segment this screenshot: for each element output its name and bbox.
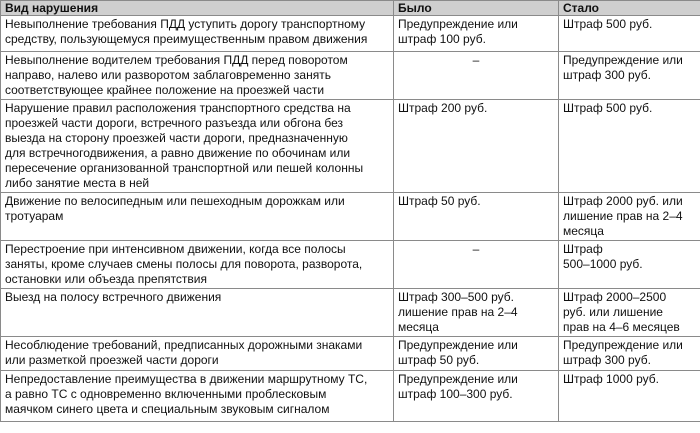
- cell-text-line: лишение прав на 2–4: [398, 305, 518, 319]
- violation-cell: [1, 371, 394, 422]
- cell-text-line: Штраф 200 руб.: [398, 101, 488, 115]
- cell-text-line: месяца: [563, 224, 604, 238]
- column-header-after: Стало: [559, 1, 700, 16]
- cell-text-line: Штраф 2000 руб. или: [563, 194, 683, 208]
- violation-cell: [1, 16, 394, 52]
- cell-text-line: тротуарам: [5, 209, 64, 223]
- violation-cell: [1, 193, 394, 241]
- before-cell: [394, 337, 559, 371]
- cell-text-line: Перестроение при интенсивном движении, когда все полосы: [5, 242, 346, 256]
- cell-text-line: Штраф: [563, 242, 603, 256]
- table-row: [1, 193, 700, 241]
- after-cell: [559, 337, 700, 371]
- after-cell: [559, 16, 700, 52]
- cell-text-line: проезжей части дороги, встречного разъезда или обгона без: [5, 116, 344, 130]
- cell-text-line: Нарушение правил расположения транспортного средства на: [5, 101, 351, 115]
- cell-text-line: Штраф 300–500 руб.: [398, 290, 514, 304]
- after-cell: [559, 289, 700, 337]
- cell-text-line: маячком синего цвета и специальным звуковым сигналом: [5, 402, 330, 416]
- violation-cell: [1, 337, 394, 371]
- before-cell: [394, 100, 559, 193]
- table-row: [1, 241, 700, 289]
- cell-text-line: Несоблюдение требований, предписанных дорожными знаками: [5, 338, 363, 352]
- violation-cell: [1, 289, 394, 337]
- cell-text-line: –: [472, 242, 480, 256]
- cell-text-line: Штраф 500 руб.: [563, 101, 653, 115]
- cell-text-line: 500–1000 руб.: [563, 257, 643, 271]
- table-row: [1, 16, 700, 52]
- violation-cell: [1, 241, 394, 289]
- column-header-before: Было: [394, 1, 559, 16]
- cell-text-line: Предупреждение или: [398, 372, 518, 386]
- cell-text-line: Непредоставление преимущества в движении маршрутному ТС,: [5, 372, 368, 386]
- after-cell: [559, 52, 700, 100]
- before-cell: [394, 52, 559, 100]
- cell-text-line: либо занятие места в ней: [5, 176, 150, 190]
- cell-text-line: Штраф 2000–2500: [563, 290, 667, 304]
- table-row: [1, 52, 700, 100]
- table-row: [1, 289, 700, 337]
- cell-text-line: Предупреждение или: [563, 338, 683, 352]
- cell-text-line: штраф 300 руб.: [563, 68, 651, 82]
- table-row: [1, 371, 700, 422]
- cell-text-line: Невыполнение требования ПДД уступить дорогу транспортному: [5, 17, 366, 31]
- before-cell: [394, 16, 559, 52]
- cell-text-line: штраф 100 руб.: [398, 32, 486, 46]
- cell-text-line: Невыполнение водителем требования ПДД перед поворотом: [5, 53, 348, 67]
- cell-text-line: Штраф 50 руб.: [398, 194, 481, 208]
- cell-text-line: выезда на сторону проезжей части дороги, предназначенную: [5, 131, 348, 145]
- cell-text-line: для встречногодвижения, а равно движение по обочинам или: [5, 146, 351, 160]
- violation-cell: [1, 100, 394, 193]
- cell-text-line: пересечение организованной транспортной или пешей колонны: [5, 161, 364, 175]
- cell-text-line: Предупреждение или: [398, 17, 518, 31]
- cell-text-line: прав на 4–6 месяцев: [563, 320, 680, 334]
- cell-text-line: штраф 300 руб.: [563, 353, 651, 367]
- cell-text-line: соответствующее крайнее положение на проезжей части: [5, 83, 325, 97]
- cell-text-line: Штраф 1000 руб.: [563, 372, 659, 386]
- cell-text-line: Выезд на полосу встречного движения: [5, 290, 222, 304]
- column-header-violation: Вид нарушения: [1, 1, 394, 16]
- table-header-row: [1, 1, 700, 16]
- before-cell: [394, 371, 559, 422]
- table-body: [1, 16, 700, 422]
- before-cell: [394, 241, 559, 289]
- cell-text-line: месяца: [398, 320, 439, 334]
- cell-text-line: лишение прав на 2–4: [563, 209, 683, 223]
- cell-text-line: остановки или объезда препятствия: [5, 272, 207, 286]
- cell-text-line: или разметкой проезжей части дороги: [5, 353, 219, 367]
- table-row: [1, 337, 700, 371]
- cell-text-line: руб. или лишение: [563, 305, 663, 319]
- before-cell: [394, 289, 559, 337]
- cell-text-line: штраф 100–300 руб.: [398, 387, 513, 401]
- cell-text-line: Предупреждение или: [563, 53, 683, 67]
- cell-text-line: Движение по велосипедным или пешеходным дорожкам или: [5, 194, 345, 208]
- after-cell: [559, 193, 700, 241]
- cell-text-line: Штраф 500 руб.: [563, 17, 653, 31]
- cell-text-line: направо, налево или разворотом заблаговременно занять: [5, 68, 331, 82]
- after-cell: [559, 241, 700, 289]
- cell-text-line: заняты, кроме случаев смены полосы для поворота, разворота,: [5, 257, 363, 271]
- table-row: [1, 100, 700, 193]
- cell-text-line: а равно ТС с одновременно включенными проблесковым: [5, 387, 327, 401]
- cell-text-line: штраф 50 руб.: [398, 353, 480, 367]
- after-cell: [559, 371, 700, 422]
- after-cell: [559, 100, 700, 193]
- cell-text-line: средству, пользующемуся преимущественным правом движения: [5, 32, 368, 46]
- violation-cell: [1, 52, 394, 100]
- cell-text-line: –: [472, 53, 480, 67]
- cell-text-line: Предупреждение или: [398, 338, 518, 352]
- before-cell: [394, 193, 559, 241]
